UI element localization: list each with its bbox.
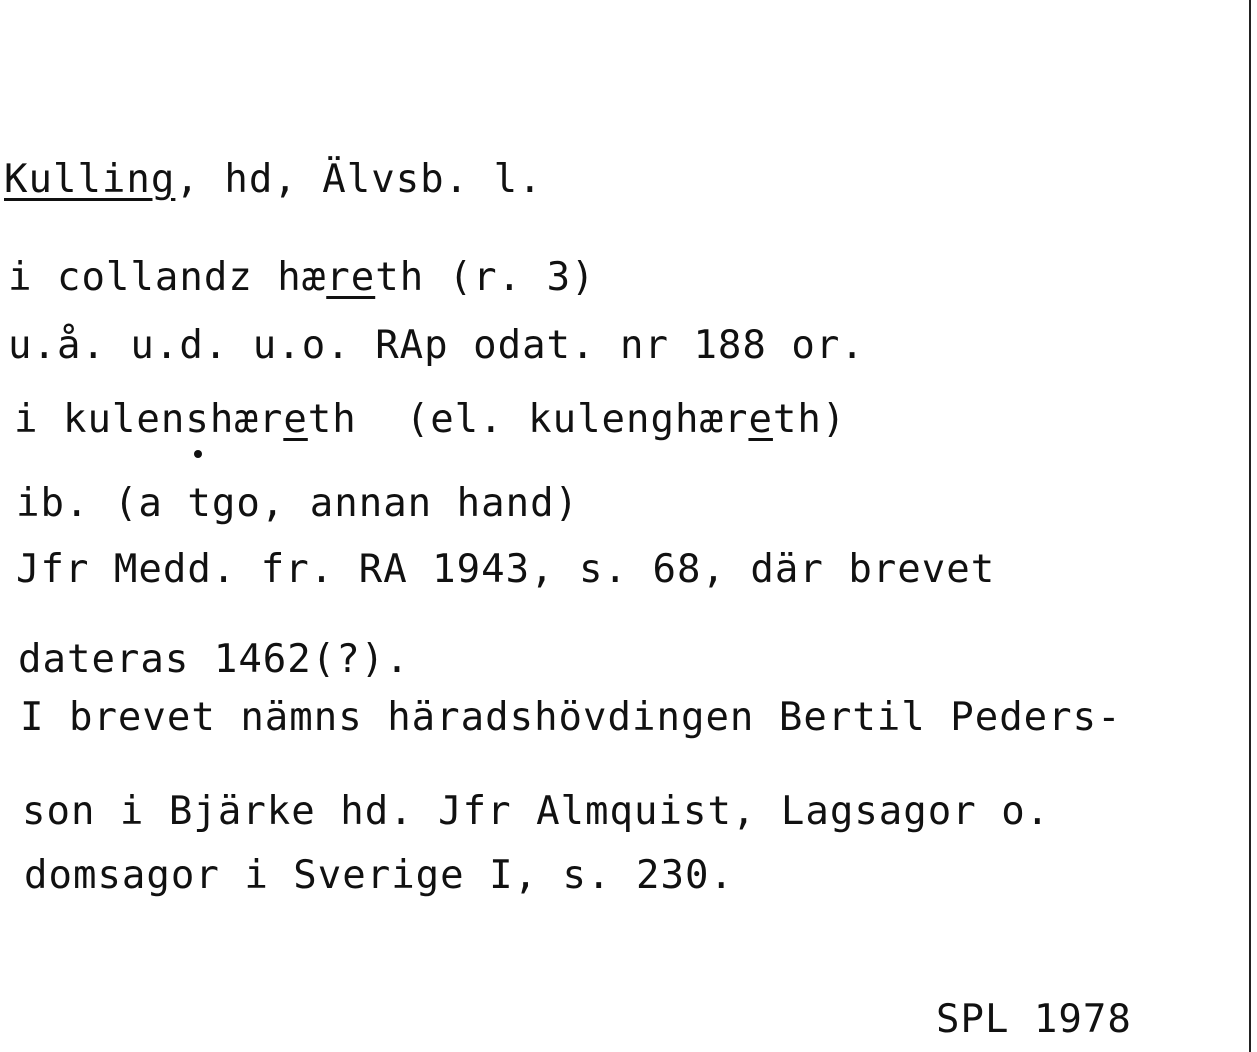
line3-part-e: th (el. kulenghær [307,397,749,442]
line3-dotted-letter: s [185,397,210,442]
text-line-9: domsagor i Sverige I, s. 230. [24,853,734,898]
text-line-5: Jfr Medd. fr. RA 1943, s. 68, där brevet [16,547,996,592]
card-edge-line [1249,0,1251,1052]
line3-part-c: hær [209,397,284,442]
line1-part-a: i collandz hæ [8,255,327,300]
line3-part-g: th) [772,397,847,442]
line1-underlined: re [326,255,376,300]
line3-underlined-2: e [748,397,773,442]
headword-rest: , hd, Älvsb. l. [175,157,543,202]
text-line-4: ib. (a tgo, annan hand) [16,481,580,526]
line1-part-c: th (r. 3) [375,255,596,300]
headword: Kulling [4,157,176,202]
text-line-3 [14,397,847,442]
text-line-8: son i Bjärke hd. Jfr Almquist, Lagsagor o. [22,789,1051,834]
text-line-6: dateras 1462(?). [18,637,410,682]
text-line-2: u.å. u.d. u.o. RAp odat. nr 188 or. [8,323,865,368]
signature: SPL 1978 [936,997,1132,1042]
card-title-line [4,157,543,202]
text-line-7: I brevet nämns häradshövdingen Bertil Peders- [20,695,1122,740]
line3-underlined-1: e [283,397,308,442]
line3-part-a: i kulen [14,397,186,442]
text-line-1 [8,255,596,300]
